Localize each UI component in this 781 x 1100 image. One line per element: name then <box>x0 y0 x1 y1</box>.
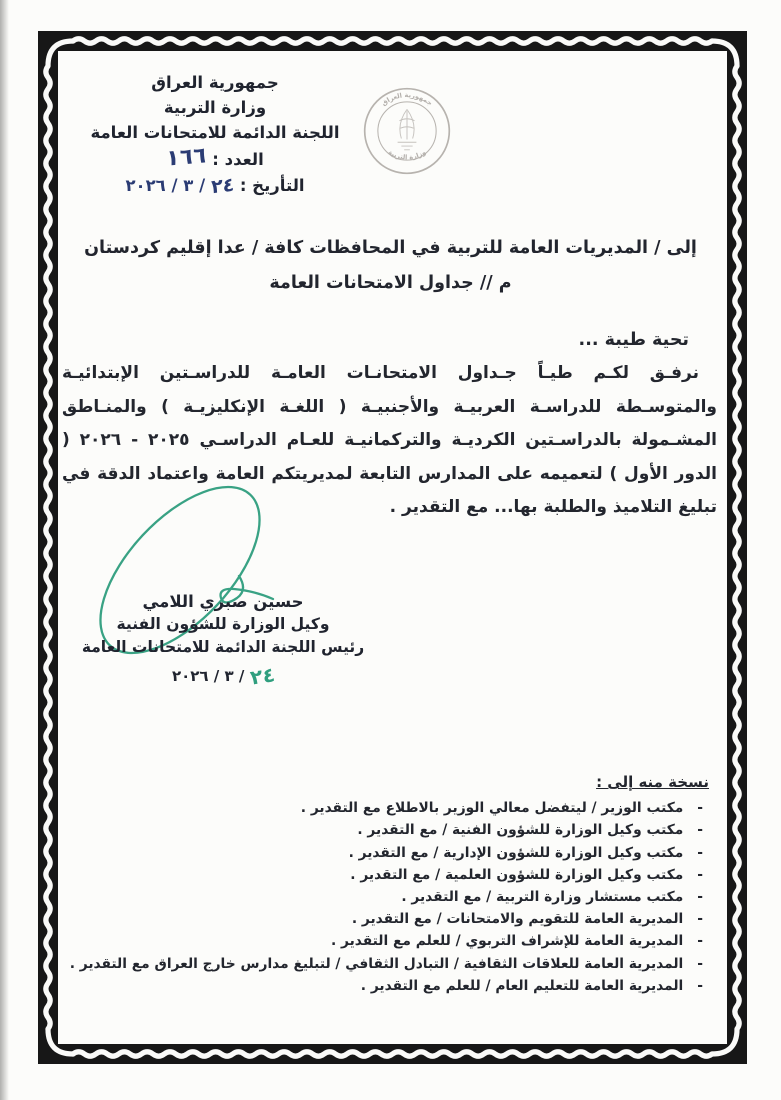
cc-item-dash: - <box>697 977 703 994</box>
seal-bottom-text: وزارة التربية <box>386 148 428 162</box>
letterhead-committee: اللجنة الدائمة للامتحانات العامة <box>90 123 340 142</box>
date-handwritten-day: ٢٤ <box>210 173 235 199</box>
cc-item-dash: - <box>697 933 703 950</box>
cc-item-dash: - <box>697 844 703 861</box>
body-paragraph: نرفـق لكـم طيـاً جـداول الامتحانـات العامـة للدراسـتين الإبتدائيـة والمتوسـطة للدراسـة العربيـة والأجنبيـة ( اللغـة الإنكليزيـة ) والمنـاطق المشـمولة بالدراسـتين الكرديـة والتركمانيـة للعـام الدراسـي ٢٠٢٥ - ٢٠٢٦ ( الدور الأول ) لتعميمه على المدارس التابعة لمديريتكم العامة واعتماد الدقة في تبليغ التلاميذ والطلبة بها... مع التقدير . <box>62 363 717 517</box>
cc-item <box>58 864 709 886</box>
date-label: التأريخ : <box>239 176 305 195</box>
signature-date-handwritten-day: ٢٤ <box>248 662 277 690</box>
cc-item-text: مكتب وكيل الوزارة للشؤون الفنية / مع التقدير . <box>357 822 684 839</box>
cc-item-text: المديرية العامة للتعليم العام / للعلم مع التقدير . <box>360 977 684 994</box>
greeting-line: تحية طيبة ... <box>578 330 689 350</box>
cc-item-text: المديرية العامة للإشراف التربوي / للعلم مع التقدير . <box>330 933 684 950</box>
ministry-seal-stamp <box>360 84 454 178</box>
cc-item-text: مكتب وكيل الوزارة للشؤون العلمية / مع التقدير . <box>350 866 684 883</box>
cc-item-text: المديرية العامة للتقويم والامتحانات / مع التقدير . <box>351 911 684 928</box>
letterhead-ministry: وزارة التربية <box>163 98 267 117</box>
number-handwritten-value: ١٦٦ <box>165 143 207 172</box>
cc-item-text: مكتب الوزير / ليتفضل معالي الوزير بالاطلاع مع التقدير . <box>300 800 684 817</box>
cc-item <box>58 886 709 908</box>
cc-item-text: مكتب وكيل الوزارة للشؤون الإدارية / مع التقدير . <box>348 844 684 861</box>
cc-item-dash: - <box>697 800 703 817</box>
signer-title-1: وكيل الوزارة للشؤون الفنية <box>116 615 330 633</box>
cc-item-dash: - <box>697 889 703 906</box>
cc-item-dash: - <box>697 911 703 928</box>
letterhead <box>80 70 350 198</box>
cc-item <box>58 797 709 819</box>
seal-top-text: جمهورية العراق <box>379 91 435 108</box>
copy-distribution-list <box>58 771 709 997</box>
seal-eagle-emblem <box>398 109 417 149</box>
signature-date-line <box>58 662 388 690</box>
date-printed-rest: / ٣ / ٢٠٢٦ <box>125 176 206 195</box>
cc-item <box>58 975 709 997</box>
signer-title-2: رئيس اللجنة الدائمة للامتحانات العامة <box>81 638 365 656</box>
cc-heading: نسخة منه إلى : <box>596 773 709 791</box>
cc-item <box>58 842 709 864</box>
cc-item <box>58 930 709 952</box>
number-label: العدد : <box>212 150 264 169</box>
cc-item <box>58 819 709 841</box>
cc-item <box>58 953 709 975</box>
signer-name: حسين صبري اللامي <box>142 592 304 611</box>
cc-item-text: مكتب مستشار وزارة التربية / مع التقدير . <box>401 889 684 906</box>
cc-item <box>58 908 709 930</box>
addressee-to-line: إلى / المديريات العامة للتربية في المحافظات كافة / عدا إقليم كردستان <box>84 238 697 258</box>
signature-date-printed-rest: / ٣ / ٢٠٢٦ <box>171 667 245 685</box>
cc-item-dash: - <box>697 866 703 883</box>
letterhead-country: جمهورية العراق <box>151 73 279 92</box>
signature-block <box>58 590 388 690</box>
cc-item-dash: - <box>697 822 703 839</box>
letter-date-line <box>80 173 350 198</box>
letter-number-line <box>80 143 350 172</box>
cc-item-dash: - <box>697 955 703 972</box>
subject-line: م // جداول الامتحانات العامة <box>269 273 512 293</box>
cc-item-text: المديرية العامة للعلاقات الثقافية / التبادل الثقافي / لتبليغ مدارس خارج العراق مع التقدير . <box>69 955 684 972</box>
addressee-block <box>0 238 781 293</box>
